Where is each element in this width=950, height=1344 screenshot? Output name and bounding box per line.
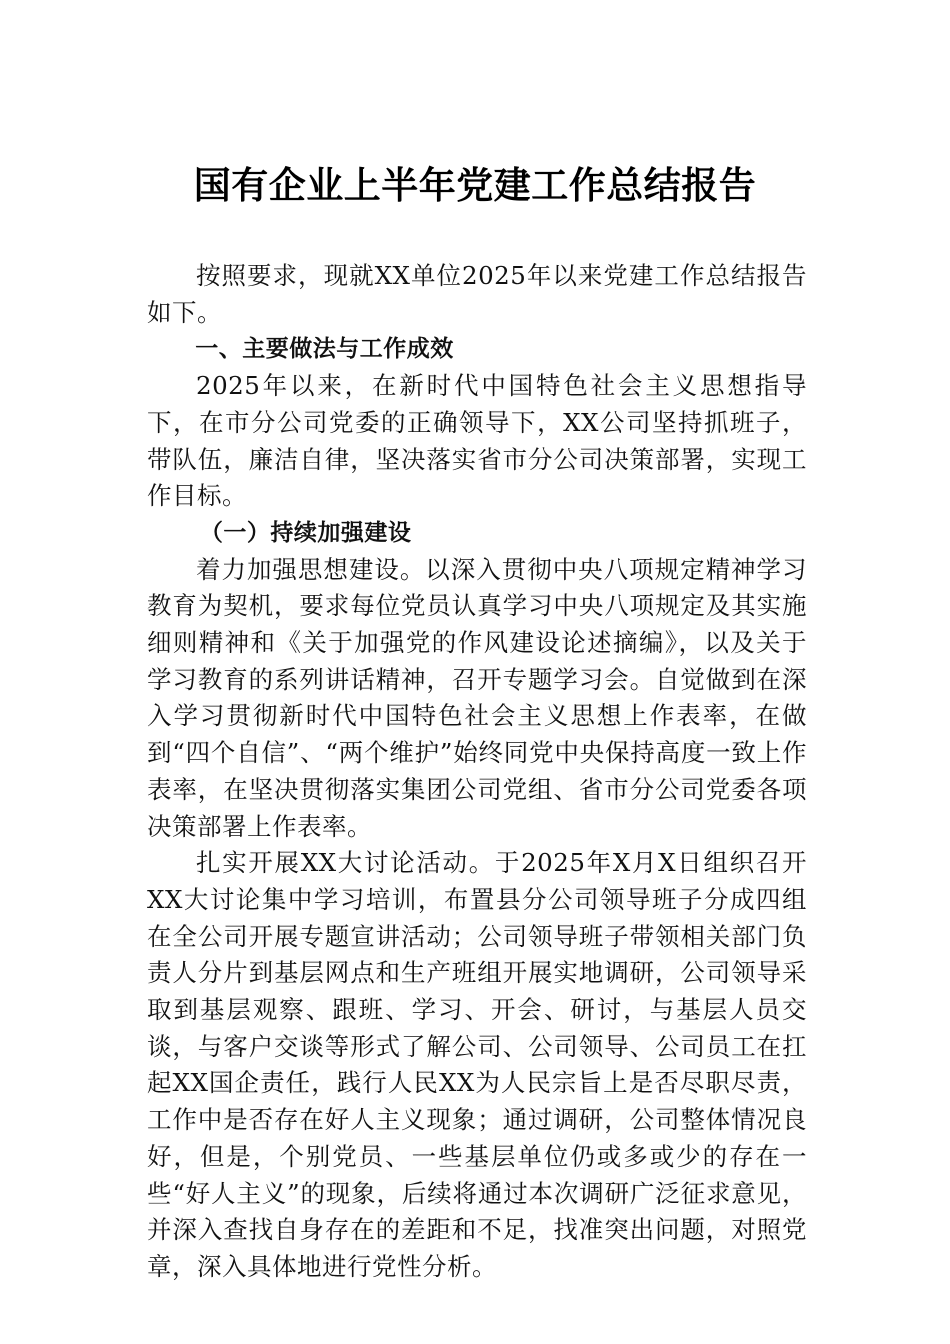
subsection-heading: （一）持续加强建设 [199,519,412,546]
body-paragraph: 着力加强思想建设。以深入贯彻中央八项规定精神学习教育为契机，要求每位党员认真学习中央八项规定及其实施细则精神和《关于加强党的作风建设论述摘编》，以及关于学习教育的系列讲话精神，召开专题学习会。自觉做到在深入学习贯彻新时代中国特色社会主义思想上作表率，在做到“四个自信”、“两个维护”始终同党中央保持高度一致上作表率，在坚决贯彻落实集团公司党组、省市分公司党委各项决策部署上作表率。 [147,554,807,841]
body-paragraph: 扎实开展XX大讨论活动。于2025年X月X日组织召开XX大讨论集中学习培训，布置县分公司领导班子分成四组在全公司开展专题宣讲活动；公司领导班子带领相关部门负责人分片到基层网点和生产班组开展实地调研，公司领导采取到基层观察、跟班、学习、开会、研讨，与基层人员交谈，与客户交谈等形式了解公司、公司领导、公司员工在扛起XX国企责任，践行人民XX为人民宗旨上是否尽职尽责，工作中是否存在好人主义现象；通过调研，公司整体情况良好，但是，个别党员、一些基层单位仍或多或少的存在一些“好人主义”的现象，后续将通过本次调研广泛征求意见，并深入查找自身存在的差距和不足，找准突出问题，对照党章，深入具体地进行党性分析。 [147,848,807,1281]
document-title: 国有企业上半年党建工作总结报告 [193,163,757,207]
section-heading: 一、主要做法与工作成效 [195,336,454,363]
section-intro-paragraph: 2025年以来，在新时代中国特色社会主义思想指导下，在市分公司党委的正确领导下，XX公司坚持抓班子，带队伍，廉洁自律，坚决落实省市分公司决策部署，实现工作目标。 [147,371,807,511]
intro-paragraph: 按照要求，现就XX单位2025年以来党建工作总结报告如下。 [147,261,807,327]
document-body [147,258,807,1286]
